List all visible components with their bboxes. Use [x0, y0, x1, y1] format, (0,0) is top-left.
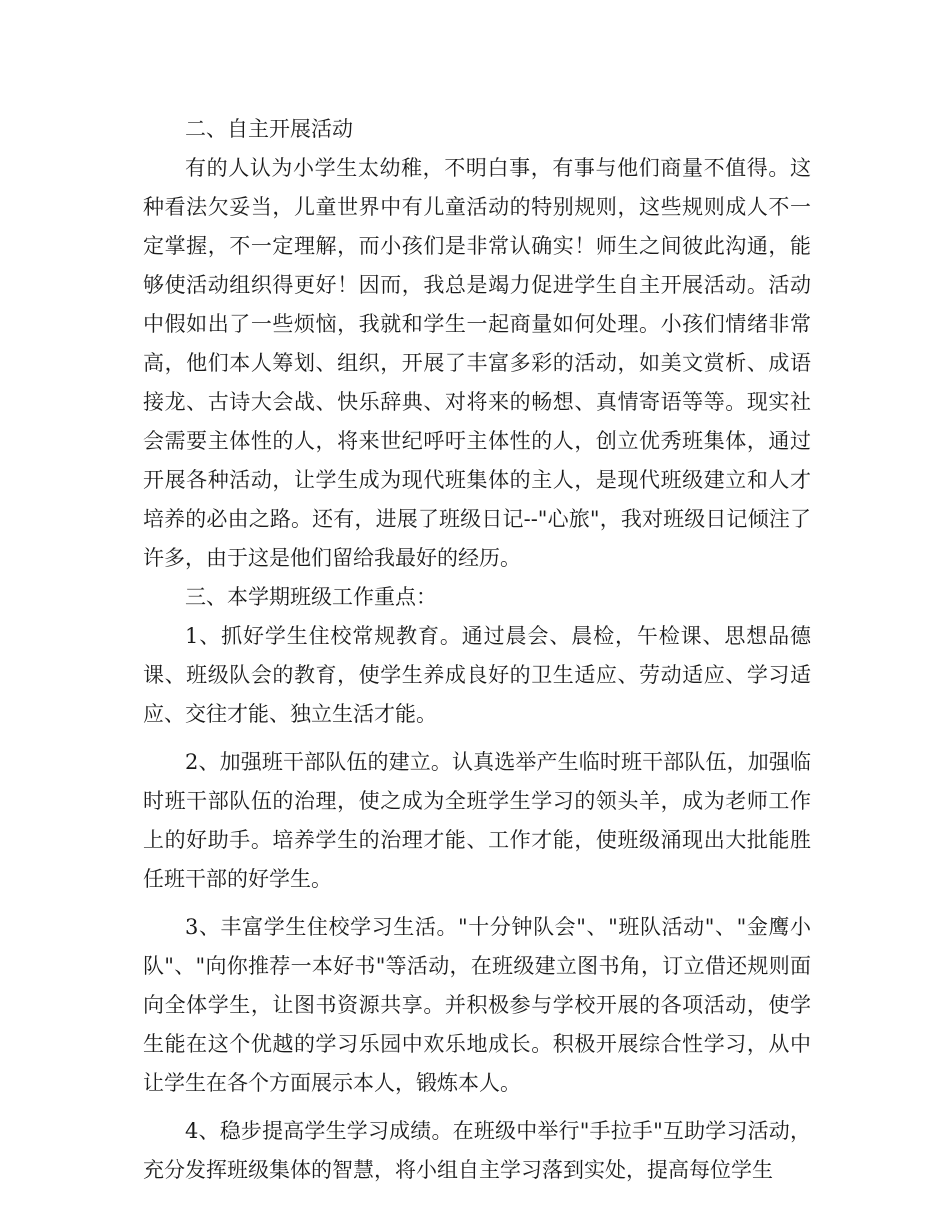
paragraph-activities: 有的人认为小学生太幼稚，不明白事，有事与他们商量不值得。这种看法欠妥当，儿童世界中有儿童活动的特别规则，这些规则成人不一定掌握，不一定理解，而小孩们是非常认确实！师生之间彼此沟通，能够使活动组织得更好！因而，我总是竭力促进学生自主开展活动。活动中假如出了一些烦恼，我就和学生一起商量如何处理。小孩们情绪非常高，他们本人筹划、组织，开展了丰富多彩的活动，如美文赏析、成语接龙、古诗大会战、快乐辞典、对将来的畅想、真情寄语等等。现实社会需要主体性的人，将来世纪呼吁主体性的人，创立优秀班集体，通过开展各种活动，让学生成为现代班集体的主人，是现代班级建立和人才培养的必由之路。还有，进展了班级日记--"心旅"，我对班级日记倾注了许多，由于这是他们留给我最好的经历。: [143, 156, 811, 570]
list-item-3: 3、丰富学生住校学习生活。"十分钟队会"、"班队活动"、"金鹰小队"、"向你推荐一本好书"等活动，在班级建立图书角，订立借还规则面向全体学生，让图书资源共享。并积极参与学校开展的各项活动，使学生能在这个优越的学习乐园中欢乐地成长。积极开展综合性学习，从中让学生在各个方面展示本人，锻炼本人。: [143, 915, 811, 1095]
list-item-4: 4、稳步提高学生学习成绩。在班级中举行"手拉手"互助学习活动，充分发挥班级集体的智慧，将小组自主学习落到实处，提高每位学生: [143, 1119, 811, 1182]
document-body: [143, 110, 811, 1190]
section-heading-3: 三、本学期班级工作重点：: [185, 585, 437, 609]
list-item-2: 2、加强班干部队伍的建立。认真选举产生临时班干部队伍，加强临时班干部队伍的治理，使之成为全班学生学习的领头羊，成为老师工作上的好助手。培养学生的治理才能、工作才能，使班级涌现出大批能胜任班干部的好学生。: [143, 750, 811, 891]
section-heading-2: 二、自主开展活动: [185, 117, 353, 141]
list-item-1: 1、抓好学生住校常规教育。通过晨会、晨检，午检课、思想品德课、班级队会的教育，使学生养成良好的卫生适应、劳动适应、学习适应、交往才能、独立生活才能。: [143, 624, 811, 726]
